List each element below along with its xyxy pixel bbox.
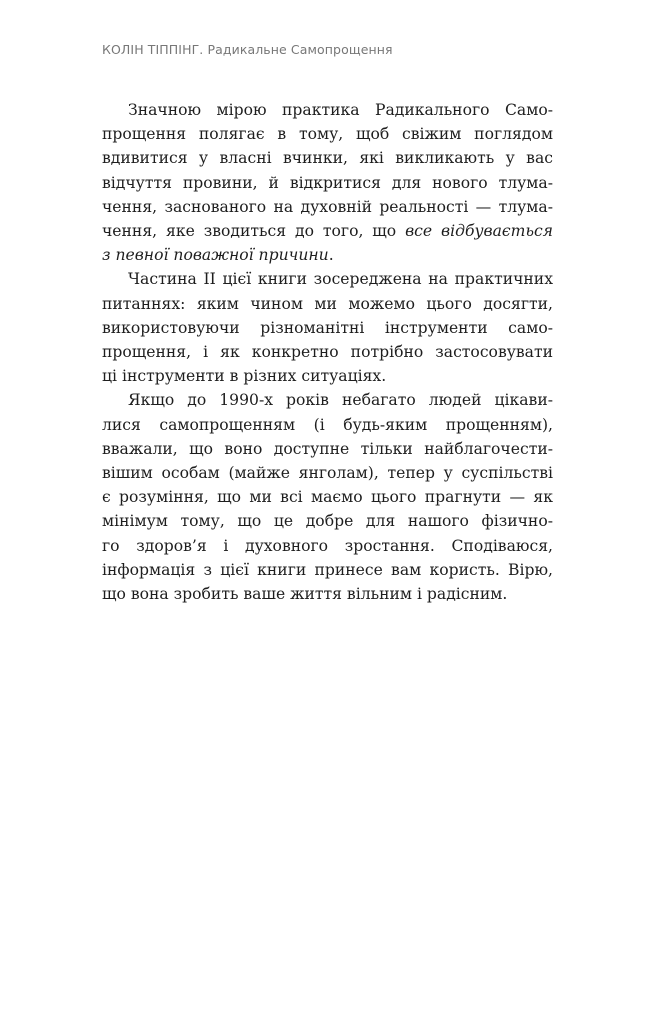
text-line (102, 219, 553, 243)
text-line: го здоров’я і духовного зростання. Сподіваюся, (102, 536, 553, 555)
text-line: ці інструменти в різних ситуаціях. (102, 367, 387, 386)
text-line: вішим особам (майже янголам), тепер у суспільстві (102, 464, 553, 483)
text-line: Якщо до 1990-х років небагато людей цікави- (128, 391, 553, 410)
text-line: мінімум тому, що це добре для нашого фізично- (102, 512, 553, 531)
body-text (102, 98, 553, 606)
running-head: КОЛІН ТІППІНГ. Радикальне Самопрощення (102, 42, 393, 57)
text-line: є розуміння, що ми всі маємо цього прагнути — як (102, 488, 553, 507)
paragraph-1 (102, 98, 553, 267)
text-line: вдивитися у власні вчинки, які викликають у вас (102, 149, 553, 168)
text-line: використовуючи різноманітні інструменти само- (102, 318, 553, 337)
text-line: Значною мірою практика Радикального Само- (128, 101, 553, 119)
text-line: вважали, що воно доступне тільки найблагочести- (102, 439, 553, 458)
text-plain: . (328, 246, 334, 265)
text-emphasis: з певної поважної причини (102, 246, 329, 265)
text-plain: чення, яке зводиться до того, що (102, 222, 406, 241)
paragraph-2 (102, 267, 553, 388)
text-line: лися самопрощенням (і будь-яким прощенням), (102, 415, 553, 434)
text-line: інформація з цієї книги принесе вам користь. Вірю, (102, 560, 553, 579)
text-line: відчуття провини, й відкритися для нового тлума- (102, 173, 553, 192)
text-line: що вона зробить ваше життя вільним і радісним. (102, 585, 508, 604)
text-emphasis: все відбувається (405, 222, 553, 241)
text-line: чення, заснованого на духовній реальності — тлума- (102, 197, 553, 216)
paragraph-3 (102, 388, 553, 606)
text-line: прощення полягає в тому, щоб свіжим поглядом (102, 125, 553, 144)
text-line: питаннях: яким чином ми можемо цього досягти, (102, 294, 553, 313)
text-line (102, 243, 553, 267)
text-line: Частина II цієї книги зосереджена на практичних (128, 270, 553, 289)
text-line: прощення, і як конкретно потрібно застосовувати (102, 343, 553, 362)
